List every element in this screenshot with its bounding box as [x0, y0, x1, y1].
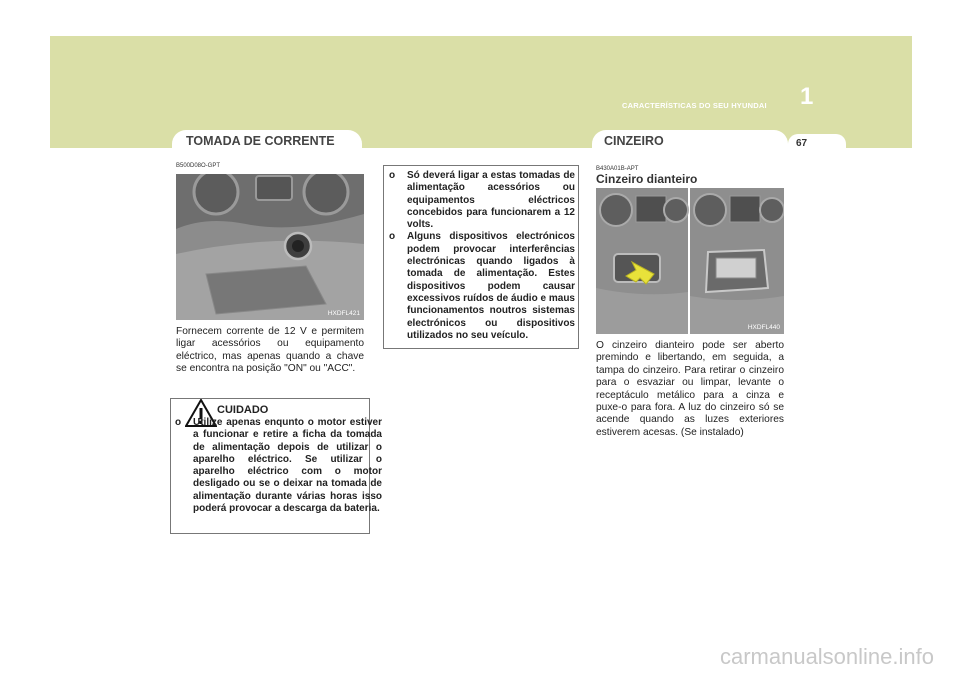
- section-title-ashtray: CINZEIRO: [604, 134, 664, 148]
- outlet-notes-box: [383, 165, 579, 349]
- ashtray-illustration: [596, 188, 784, 334]
- power-outlet-photo: [176, 174, 364, 320]
- photo-label: HXDFL421: [327, 310, 360, 317]
- section-code: B430A01B-APT: [596, 166, 639, 172]
- page-number: 67: [796, 138, 808, 149]
- caution-title: CUIDADO: [217, 404, 269, 416]
- watermark: carmanualsonline.info: [719, 644, 934, 669]
- bullet-marker: o: [389, 231, 396, 243]
- bullet-marker: o: [389, 170, 396, 181]
- caution-box: [170, 398, 382, 534]
- power-outlet-paragraph: Fornecem corrente de 12 V e permitem ligar acessórios ou equipamento eléctrico, mas apenas quando a chave se encontra na posição "ON" ou "ACC".: [176, 326, 364, 375]
- bullet-marker: o: [175, 417, 182, 428]
- note-bullet-1: [389, 170, 575, 231]
- note-text-1: Só deverá ligar a estas tomadas de alimentação acessórios ou equipamentos eléctricos concebidos para funcionarem a 12 volts.: [407, 170, 575, 231]
- note-text-2: Alguns dispositivos electrónicos podem provocar interferências electrónicas quando ligados à tomada de alimentação. Estes dispositivos podem causar excessivos ruídos de áudio e maus funcionamentos noutros sistemas electrónicos ou dispositivos utilizados no seu veículo.: [407, 231, 575, 341]
- photo-label: HXDFL440: [747, 324, 780, 331]
- chapter-number: 1: [800, 83, 814, 110]
- section-code: B500D08O-GPT: [176, 163, 221, 169]
- ashtray-photo: [596, 188, 784, 334]
- chapter-title: CARACTERÍSTICAS DO SEU HYUNDAI: [622, 101, 767, 110]
- ashtray-paragraph: O cinzeiro dianteiro pode ser aberto premindo e libertando, em seguida, a tampa do cinzeiro. Para retirar o cinzeiro para o esvaziar ou limpar, levante o receptáculo metálico para a cinza e puxe-o para fora. A luz do cinzeiro só se acende quando as luzes exteriores estiverem acesas. (Se instalado): [596, 340, 784, 438]
- ashtray-subheading: Cinzeiro dianteiro: [596, 172, 698, 186]
- power-outlet-illustration: [176, 174, 364, 320]
- caution-text: Utilize apenas enqunto o motor estiver a funcionar e retire a ficha da tomada de alimentação depois de utilizar o aparelho eléctrico. Se utilizar o aparelho eléctrico com o motor desligado ou se o deixar na tomada de alimentação durante várias horas isso poderá provocar a descarga da bateria.: [193, 417, 382, 515]
- caution-bullet: [175, 417, 382, 515]
- section-title-power-outlet: TOMADA DE CORRENTE: [186, 134, 335, 148]
- note-bullet-2: [389, 231, 575, 342]
